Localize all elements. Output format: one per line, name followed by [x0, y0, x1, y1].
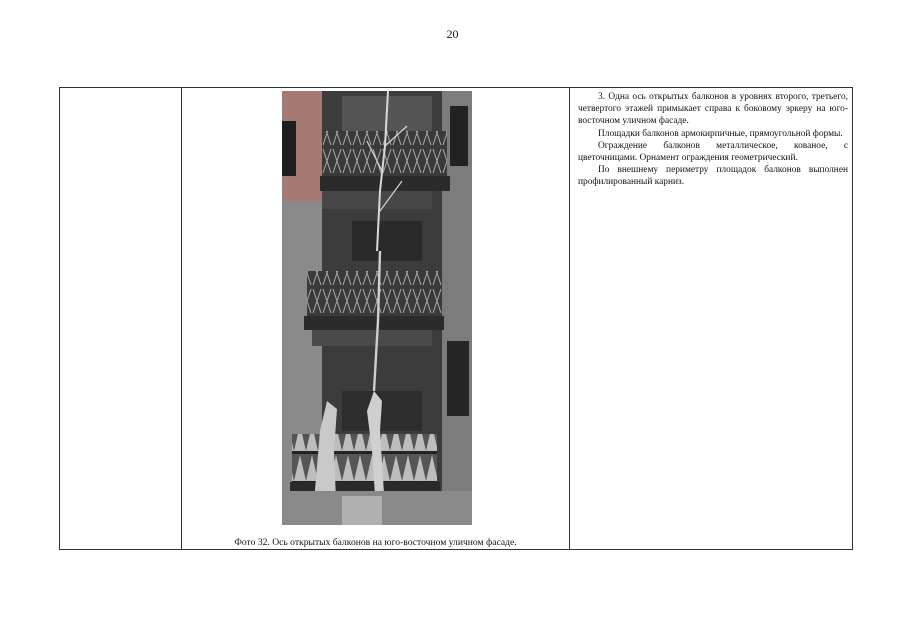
description-column	[570, 88, 854, 549]
description-paragraph: Площадки балконов армокирпичные, прямоугольной формы.	[598, 128, 843, 139]
document-table	[59, 87, 853, 550]
photo-caption: Фото 32. Ось открытых балконов на юго-восточном уличном фасаде.	[234, 537, 517, 548]
balcony-photo	[282, 91, 472, 525]
photo-column	[182, 88, 570, 549]
page-number: 20	[446, 27, 459, 41]
description-paragraph: По внешнему периметру площадок балконов выполнен профилированный карниз.	[578, 165, 848, 188]
description-text	[570, 88, 854, 189]
empty-column	[60, 88, 182, 549]
description-paragraph: 3. Одна ось открытых балконов в уровнях второго, третьего, четвертого этажей примыкает справа к боковому эркеру на юго-восточном уличном фасаде.	[578, 92, 848, 127]
description-paragraph: Ограждение балконов металлическое, кованое, с цветочницами. Орнамент ограждения геометрический.	[578, 140, 848, 164]
